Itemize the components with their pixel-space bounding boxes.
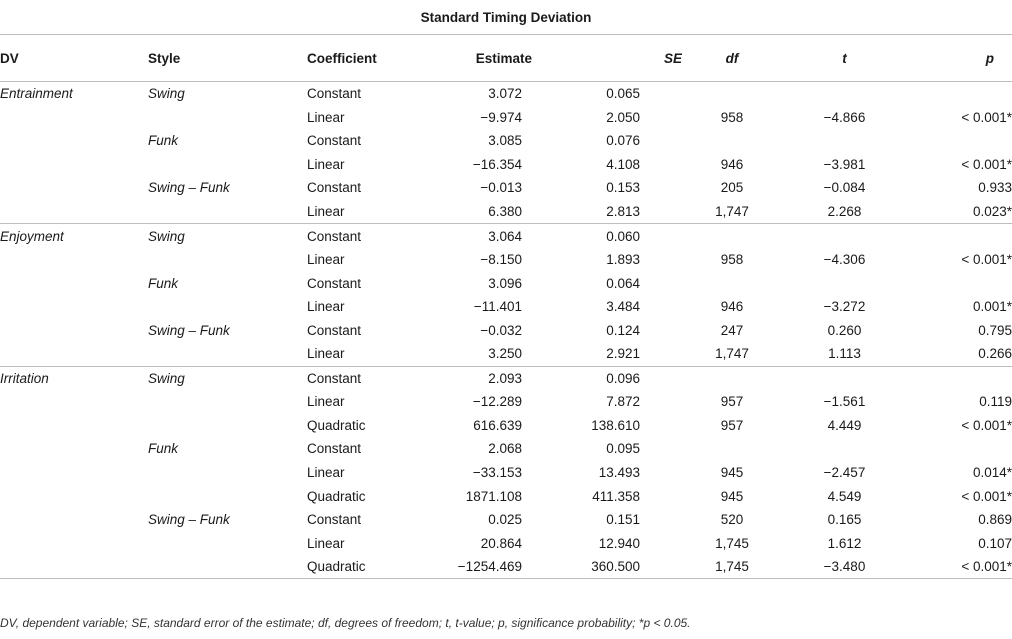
cell-t: −4.306 [823,252,866,268]
cell-se: 360.500 [532,555,682,579]
cell-estimate: −12.289 [472,394,522,410]
cell-dv [0,318,148,342]
cell-coefficient: Constant [307,228,362,244]
header-se: SE [532,35,682,82]
cell-style [148,342,307,366]
cell-p [907,224,1012,248]
cell-se: 13.493 [598,465,640,481]
cell-t: 1.612 [827,535,862,551]
cell-p: 0.014* [972,465,1012,481]
cell-t: 4.449 [827,417,862,433]
table-title: Standard Timing Deviation [0,0,1012,35]
cell-p: 0.001* [972,299,1012,315]
cell-coefficient: Constant [307,441,362,457]
cell-coefficient: Constant [307,512,362,528]
cell-dv: Entrainment [0,86,73,102]
cell-p [907,366,1012,390]
cell-p: < 0.001* [961,156,1012,172]
cell-estimate: 20.864 [480,535,522,551]
header-row [0,35,1012,82]
cell-t: 4.549 [827,488,862,504]
cell-style [148,390,307,414]
cell-t: −3.480 [782,555,907,579]
cell-coefficient: Quadratic [307,488,366,504]
cell-p: < 0.001* [961,417,1012,433]
cell-df: 957 [720,417,744,433]
cell-p [907,271,1012,295]
cell-dv: Enjoyment [0,228,64,244]
cell-se: 0.124 [606,322,640,338]
cell-coefficient: Linear [307,535,345,551]
cell-coefficient: Linear [307,156,345,172]
cell-estimate: 3.064 [488,228,522,244]
table-row [0,271,1012,295]
table-row [0,414,1012,438]
cell-df: 1,745 [682,555,782,579]
cell-t: −4.866 [823,109,866,125]
cell-coefficient: Quadratic [307,555,427,579]
cell-df: 247 [720,322,744,338]
cell-dv [0,295,148,319]
cell-p [907,82,1012,106]
table-row [0,82,1012,106]
cell-se: 0.065 [606,86,640,102]
header-dv: DV [0,35,148,82]
cell-coefficient: Linear [307,342,427,366]
cell-dv [0,461,148,485]
cell-estimate: −1254.469 [427,555,532,579]
cell-style [148,153,307,177]
cell-se: 0.060 [606,228,640,244]
cell-style: Funk [148,133,179,149]
table-row [0,531,1012,555]
cell-t: −0.084 [823,180,866,196]
cell-t [782,129,907,153]
cell-style [148,200,307,224]
cell-df [682,129,782,153]
cell-estimate: 6.380 [427,200,532,224]
cell-dv [0,200,148,224]
cell-t: 2.268 [782,200,907,224]
table-row [0,176,1012,200]
cell-estimate: −16.354 [472,156,522,172]
cell-estimate: −11.401 [473,299,522,315]
table-row [0,484,1012,508]
cell-p: < 0.001* [907,555,1012,579]
cell-dv [0,555,148,579]
cell-t: 0.260 [827,322,862,338]
table-row [0,200,1012,224]
cell-style: Swing [148,228,185,244]
table-row [0,295,1012,319]
header-coefficient: Coefficient [307,35,427,82]
cell-estimate: 3.250 [427,342,532,366]
cell-se: 0.076 [606,133,640,149]
cell-style [148,531,307,555]
cell-se: 0.095 [606,441,640,457]
cell-dv [0,484,148,508]
cell-dv [0,176,148,200]
cell-df: 958 [720,252,744,268]
cell-se: 2.050 [606,109,640,125]
cell-df [682,437,782,461]
cell-df: 958 [720,109,744,125]
cell-estimate: −0.013 [480,180,522,196]
cell-p [907,129,1012,153]
cell-style: Swing – Funk [148,512,230,528]
cell-style [148,484,307,508]
table-row [0,390,1012,414]
cell-p: < 0.001* [961,488,1012,504]
cell-style [148,295,307,319]
cell-t: 1.113 [782,342,907,366]
cell-t [782,437,907,461]
table-row [0,342,1012,366]
cell-dv [0,106,148,130]
cell-p [907,437,1012,461]
cell-estimate: 3.072 [488,86,522,102]
table-title-row [0,0,1012,35]
cell-coefficient: Linear [307,394,345,410]
cell-dv [0,437,148,461]
cell-dv [0,248,148,272]
cell-style [148,414,307,438]
cell-df: 946 [720,299,744,315]
cell-estimate: −33.153 [472,465,522,481]
cell-estimate: 1871.108 [465,488,522,504]
cell-estimate: 0.025 [488,512,522,528]
cell-coefficient: Linear [307,200,427,224]
cell-df: 1,747 [682,342,782,366]
cell-p: 0.107 [978,535,1012,551]
cell-coefficient: Linear [307,252,345,268]
cell-style: Funk [148,275,179,291]
header-style: Style [148,35,307,82]
cell-coefficient: Linear [307,465,345,481]
cell-se: 138.610 [591,417,640,433]
table-row [0,153,1012,177]
cell-coefficient: Linear [307,109,345,125]
cell-style [148,555,307,579]
cell-df: 957 [720,394,744,410]
cell-se: 0.153 [606,180,640,196]
cell-t [782,366,907,390]
cell-df: 945 [720,488,744,504]
cell-se: 0.064 [606,275,640,291]
cell-estimate: −0.032 [480,322,522,338]
table-row [0,437,1012,461]
cell-coefficient: Constant [307,370,362,386]
cell-p: < 0.001* [961,109,1012,125]
cell-coefficient: Linear [307,299,345,315]
cell-se: 2.813 [532,200,682,224]
cell-estimate: 2.068 [488,441,522,457]
cell-estimate: 3.096 [488,275,522,291]
cell-p: < 0.001* [961,252,1012,268]
cell-coefficient: Constant [307,86,362,102]
cell-dv [0,153,148,177]
cell-style [148,461,307,485]
cell-df [682,82,782,106]
cell-se: 2.921 [532,342,682,366]
cell-estimate: −8.150 [480,252,522,268]
cell-t: −1.561 [823,394,866,410]
cell-se: 7.872 [606,394,640,410]
cell-t: −3.981 [823,156,866,172]
cell-style: Swing [148,86,185,102]
table-row [0,508,1012,532]
table-row [0,318,1012,342]
cell-df [682,224,782,248]
cell-df: 1,745 [715,535,749,551]
table-body [0,82,1012,579]
table-row [0,461,1012,485]
cell-style: Swing – Funk [148,180,230,196]
cell-coefficient: Constant [307,275,362,291]
table-row [0,248,1012,272]
cell-dv [0,531,148,555]
cell-style [148,248,307,272]
cell-se: 12.940 [598,535,640,551]
cell-t: 0.165 [827,512,862,528]
cell-p: 0.119 [979,394,1012,410]
cell-dv [0,414,148,438]
header-t: t [782,35,907,82]
cell-estimate: 616.639 [473,417,522,433]
table-row [0,106,1012,130]
table-footnote: DV, dependent variable; SE, standard error of the estimate; df, degrees of freedom; t, t-value; p, significance probability; *p < 0.05. [0,616,691,630]
cell-df [682,271,782,295]
cell-estimate: 2.093 [488,370,522,386]
cell-t: −3.272 [823,299,866,315]
cell-t [782,224,907,248]
header-estimate: Estimate [427,35,532,82]
cell-estimate: −9.974 [480,109,522,125]
cell-style [148,106,307,130]
cell-df: 1,747 [682,200,782,224]
cell-df: 205 [720,180,744,196]
cell-p: 0.023* [907,200,1012,224]
cell-coefficient: Constant [307,133,362,149]
header-p: p [907,35,1012,82]
cell-t [782,271,907,295]
cell-se: 0.096 [606,370,640,386]
cell-se: 0.151 [606,512,640,528]
cell-p: 0.795 [978,322,1012,338]
cell-style: Swing – Funk [148,322,230,338]
cell-se: 4.108 [606,156,640,172]
cell-p: 0.933 [978,180,1012,196]
cell-df [682,366,782,390]
cell-dv [0,390,148,414]
cell-p: 0.266 [907,342,1012,366]
cell-coefficient: Constant [307,180,362,196]
cell-dv [0,508,148,532]
table-row [0,555,1012,579]
cell-dv [0,129,148,153]
cell-p: 0.869 [978,512,1012,528]
cell-se: 3.484 [606,299,640,315]
cell-dv: Irritation [0,370,49,386]
cell-style: Swing [148,370,185,386]
table-row [0,224,1012,248]
cell-dv [0,271,148,295]
cell-df: 520 [720,512,744,528]
cell-df: 945 [720,465,744,481]
cell-se: 411.358 [592,488,640,504]
cell-se: 1.893 [606,252,640,268]
table-row [0,366,1012,390]
table-row [0,129,1012,153]
cell-t [782,82,907,106]
cell-t: −2.457 [823,465,866,481]
cell-estimate: 3.085 [488,133,522,149]
cell-dv [0,342,148,366]
header-df: df [682,35,782,82]
cell-coefficient: Constant [307,322,362,338]
cell-coefficient: Quadratic [307,417,366,433]
cell-style: Funk [148,441,179,457]
cell-df: 946 [720,156,744,172]
